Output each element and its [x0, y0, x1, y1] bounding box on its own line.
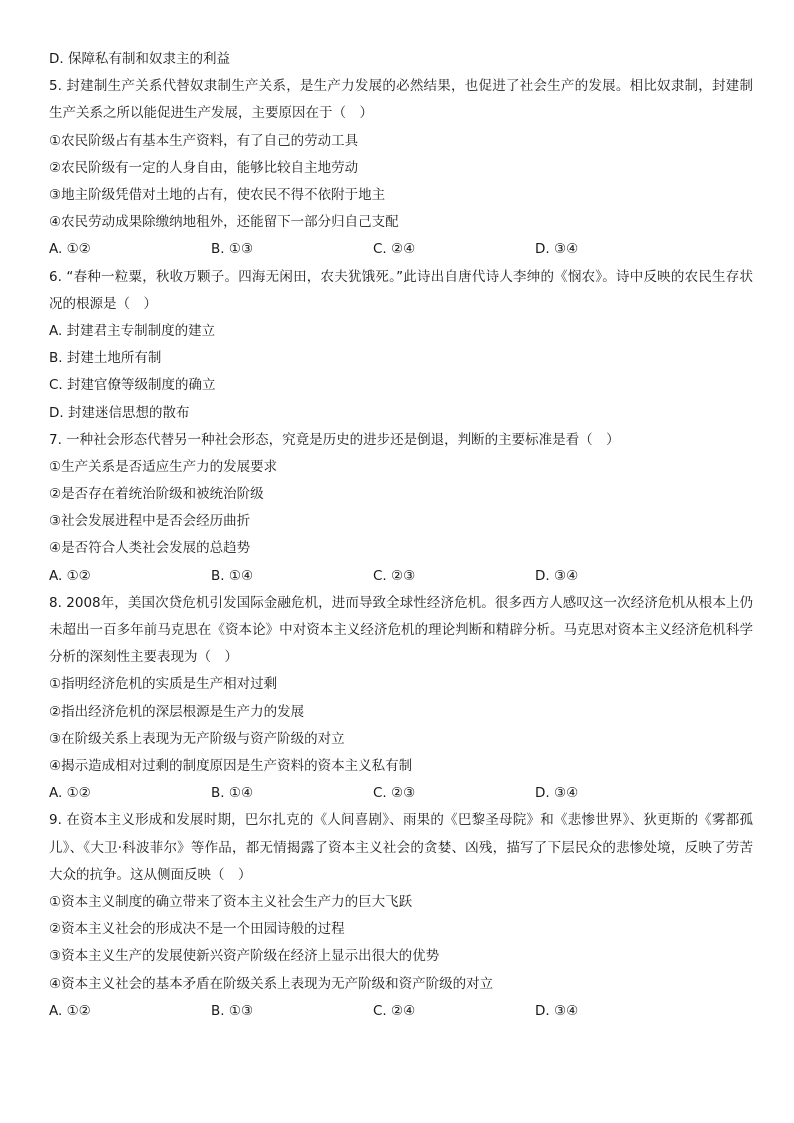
question-9-item-3: ③资本主义生产的发展使新兴资产阶级在经济上显示出很大的优势 — [49, 948, 440, 965]
question-5-choice-a: A. ①② — [49, 241, 91, 258]
question-7-choice-a: A. ①② — [49, 567, 91, 584]
question-7-item-3: ③社会发展进程中是否会经历曲折 — [49, 513, 251, 530]
question-8-stem: 8. 2008年，美国次贷危机引发国际金融危机，进而导致全球性经济危机。很多西方人感叹这一次经济危机从根本上仍未超出一百多年前马克思在《资本论》中对资本主义经济危机的理论判断和精辟分析。马克思对资本主义经济危机科学分析的深刻性主要表现为（ ） — [49, 594, 753, 666]
question-8-item-3: ③在阶级关系上表现为无产阶级与资产阶级的对立 — [49, 730, 345, 747]
question-8-item-2: ②指出经济危机的深层根源是生产力的发展 — [49, 703, 305, 720]
question-5-item-3: ③地主阶级凭借对土地的占有，使农民不得不依附于地主 — [49, 186, 386, 203]
question-9-item-4: ④资本主义社会的基本矛盾在阶级关系上表现为无产阶级和资产阶级的对立 — [49, 975, 494, 992]
question-5-item-2: ②农民阶级有一定的人身自由，能够比较自主地劳动 — [49, 159, 359, 176]
question-8-item-1: ①指明经济危机的实质是生产相对过剩 — [49, 676, 278, 693]
question-8-choice-c: C. ②③ — [373, 785, 416, 802]
question-7-choice-d: D. ③④ — [535, 567, 579, 584]
question-5-stem: 5. 封建制生产关系代替奴隶制生产关系，是生产力发展的必然结果，也促进了社会生产的发展。相比奴隶制，封建制生产关系之所以能促进生产发展，主要原因在于（ ） — [49, 78, 753, 122]
question-7-stem: 7. 一种社会形态代替另一种社会形态，究竟是历史的进步还是倒退，判断的主要标准是看（ ） — [49, 431, 620, 448]
question-8-item-4: ④揭示造成相对过剩的制度原因是生产资料的资本主义私有制 — [49, 758, 413, 774]
option-d-previous-question: D. 保障私有制和奴隶主的利益 — [49, 51, 230, 67]
question-6-stem: 6. “春种一粒粟，秋收万颗子。四海无闲田，农夫犹饿死。”此诗出自唐代诗人李绅的《悯农》。诗中反映的农民生存状况的根源是（ ） — [49, 268, 753, 312]
question-5-item-1: ①农民阶级占有基本生产资料，有了自己的劳动工具 — [49, 132, 359, 149]
question-7-choice-c: C. ②③ — [373, 567, 416, 584]
question-9-choice-c: C. ②④ — [373, 1002, 416, 1019]
question-8-choice-b: B. ①④ — [211, 785, 254, 802]
exam-page — [49, 46, 753, 1025]
question-5-choices — [49, 236, 753, 263]
question-6-option-c: C. 封建官僚等级制度的确立 — [49, 377, 216, 394]
question-7-choice-b: B. ①④ — [211, 567, 254, 584]
question-5-choice-d: D. ③④ — [535, 241, 579, 258]
question-9-choice-d: D. ③④ — [535, 1002, 579, 1019]
question-9-choice-a: A. ①② — [49, 1002, 91, 1019]
question-9-item-1: ①资本主义制度的确立带来了资本主义社会生产力的巨大飞跃 — [49, 893, 413, 910]
question-7-item-2: ②是否存在着统治阶级和被统治阶级 — [49, 486, 264, 503]
question-8-choice-a: A. ①② — [49, 785, 91, 802]
question-6-option-a: A. 封建君主专制制度的建立 — [49, 322, 216, 339]
question-8-choices — [49, 780, 753, 807]
question-9-stem: 9. 在资本主义形成和发展时期，巴尔扎克的《人间喜剧》、雨果的《巴黎圣母院》和《悲惨世界》、狄更斯的《雾都孤儿》、《大卫·科波菲尔》等作品，都无情揭露了资本主义社会的贪婪、凶残，描写了下层民众的悲惨处境，反映了劳苦大众的抗争。这从侧面反映（ ） — [49, 812, 753, 883]
question-6-option-d: D. 封建迷信思想的散布 — [49, 404, 190, 421]
question-5-choice-c: C. ②④ — [373, 241, 416, 258]
question-9-choice-b: B. ①③ — [211, 1002, 254, 1019]
question-7-item-1: ①生产关系是否适应生产力的发展要求 — [49, 458, 278, 475]
question-9-choices — [49, 998, 753, 1025]
question-7-choices — [49, 563, 753, 590]
question-5-choice-b: B. ①③ — [211, 241, 254, 258]
question-5-item-4: ④农民劳动成果除缴纳地租外，还能留下一部分归自己支配 — [49, 214, 399, 231]
question-7-item-4: ④是否符合人类社会发展的总趋势 — [49, 540, 251, 557]
question-8-choice-d: D. ③④ — [535, 785, 579, 802]
question-9-item-2: ②资本主义社会的形成决不是一个田园诗般的过程 — [49, 921, 345, 938]
question-6-option-b: B. 封建土地所有制 — [49, 350, 162, 367]
